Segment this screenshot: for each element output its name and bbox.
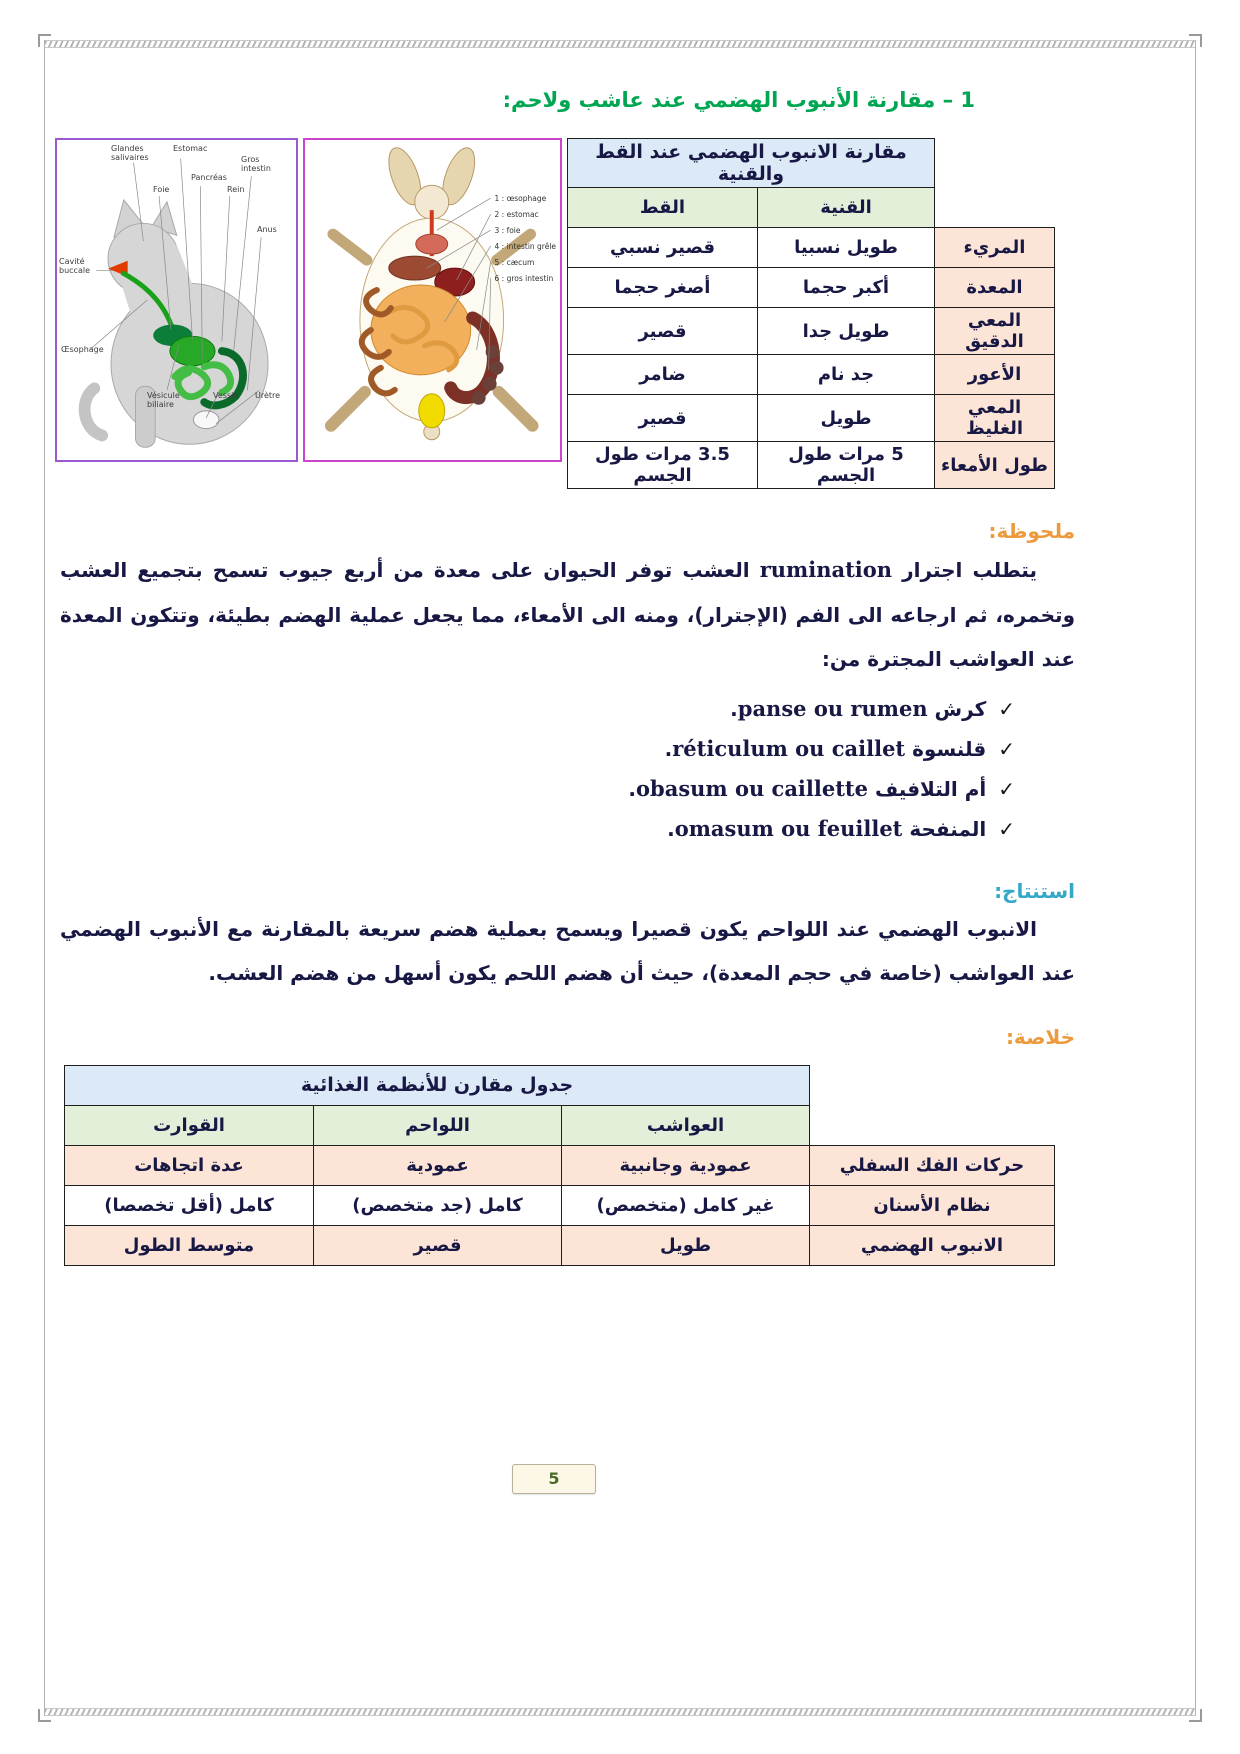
empty-cell xyxy=(935,139,1055,188)
row-label-cell: طول الأمعاء xyxy=(935,442,1055,489)
figures-and-table-row xyxy=(55,138,1055,489)
empty-cell xyxy=(810,1105,1055,1145)
page-number xyxy=(512,1464,596,1494)
item-arabic: كرش xyxy=(927,697,987,722)
table-row xyxy=(65,1225,1055,1265)
cat-label: Glandes salivaires xyxy=(111,144,149,162)
table-cell: كامل (أقل تخصصا) xyxy=(65,1185,314,1225)
rabbit-illustration xyxy=(305,140,560,460)
cat-label: Estomac xyxy=(173,144,208,153)
cat-label: Cavité buccale xyxy=(59,257,90,275)
note-label: ملحوظة: xyxy=(988,519,1075,543)
table-cell: قصير xyxy=(314,1225,562,1265)
list-item xyxy=(0,809,1015,849)
column-header-cat: القط xyxy=(568,188,758,228)
item-arabic: أم التلافيف xyxy=(868,776,987,801)
note-paragraph xyxy=(60,547,1075,681)
row-label-cell: المعي الدقيق xyxy=(935,308,1055,355)
table-cell: قصير xyxy=(568,395,758,442)
table-cell: ضامر xyxy=(568,355,758,395)
table-cell: جد نام xyxy=(758,355,935,395)
section-heading: 1 – مقارنة الأنبوب الهضمي عند عاشب ولاحم: xyxy=(502,88,975,112)
item-period: . xyxy=(730,697,738,722)
cat-label: Gros intestin xyxy=(241,155,271,173)
cat-label: Vessie xyxy=(213,391,239,400)
empty-cell xyxy=(935,188,1055,228)
table-row xyxy=(568,188,1055,228)
table-row xyxy=(65,1105,1055,1145)
table-cell: 5 مرات طول الجسم xyxy=(758,442,935,489)
table-cell: عمودية وجانبية xyxy=(562,1145,810,1185)
stomach-parts-list xyxy=(0,689,1015,849)
row-label-cell: حركات الفك السفلي xyxy=(810,1145,1055,1185)
column-header-carnivores: اللواحم xyxy=(314,1105,562,1145)
table-cell: متوسط الطول xyxy=(65,1225,314,1265)
cat-rabbit-comparison-table xyxy=(567,138,1055,489)
column-header-herbivores: العواشب xyxy=(562,1105,810,1145)
note-text-end: العشب توفر الحيوان على معدة من أربع جيوب تسمح بتجميع العشب وتخمره، ثم ارجاعه الى الفم (الإجترار)، ومنه الى الأمعاء، مما يجعل عملية الهضم بطيئة، وتتكون المعدة عند العواشب المجترة من: xyxy=(60,558,1075,672)
checkmark-icon: ✓ xyxy=(998,816,1015,841)
rabbit-anatomy-figure xyxy=(303,138,562,462)
diet-systems-comparison-table xyxy=(64,1065,1055,1266)
item-period: . xyxy=(667,816,675,841)
table-cell: طويل xyxy=(562,1225,810,1265)
item-arabic: المنفحة xyxy=(902,816,987,841)
cat-label: Œsophage xyxy=(61,345,104,354)
list-item xyxy=(0,769,1015,809)
table-row xyxy=(568,308,1055,355)
table-row xyxy=(568,395,1055,442)
cat-label: Vésicule biliaire xyxy=(147,391,180,409)
rabbit-legend-item: 5 : cæcum xyxy=(494,258,535,267)
cat-label: Pancréas xyxy=(191,173,227,182)
table-cell: أكبر حجما xyxy=(758,268,935,308)
conclusion-paragraph: الانبوب الهضمي عند اللواحم يكون قصيرا ويسمح بعملية هضم سريعة بالمقارنة مع الأنبوب الهضمي عند العواشب (خاصة في حجم المعدة)، حيث أن هضم اللحم يكون أسهل من هضم العشب. xyxy=(60,916,1075,985)
checkmark-icon: ✓ xyxy=(998,776,1015,801)
cat-label: Rein xyxy=(227,185,245,194)
item-arabic: قلنسوة xyxy=(905,737,987,762)
table-cell: قصير نسبي xyxy=(568,228,758,268)
empty-cell xyxy=(810,1065,1055,1105)
row-label-cell: المعي الغليظ xyxy=(935,395,1055,442)
item-period: . xyxy=(628,776,637,801)
page-number-value: 5 xyxy=(548,1469,560,1488)
item-latin: obasum ou caillette xyxy=(636,775,868,801)
table-row xyxy=(65,1065,1055,1105)
cat-illustration xyxy=(57,140,296,460)
item-latin: réticulum ou caillet xyxy=(672,736,906,762)
rabbit-legend-item: 2 : estomac xyxy=(494,210,539,219)
list-item xyxy=(0,729,1015,769)
cat-anatomy-figure xyxy=(55,138,298,462)
cat-label: Foie xyxy=(153,185,170,194)
table-cell: غير كامل (متخصص) xyxy=(562,1185,810,1225)
table2-title: جدول مقارن للأنظمة الغذائية xyxy=(65,1065,810,1105)
column-header-omnivores: القوارت xyxy=(65,1105,314,1145)
table-cell: كامل (جد متخصص) xyxy=(314,1185,562,1225)
cat-label: Urètre xyxy=(255,391,281,400)
rabbit-legend-item: 4 : intestin grêle xyxy=(494,242,557,251)
table-cell: عمودية xyxy=(314,1145,562,1185)
conclusion-label: استنتاج: xyxy=(994,878,1075,903)
row-label-cell: نظام الأسنان xyxy=(810,1185,1055,1225)
item-latin: omasum ou feuillet xyxy=(674,815,903,841)
latin-term-rumination: rumination xyxy=(759,557,893,582)
item-period: . xyxy=(664,737,673,762)
summary-label: خلاصة: xyxy=(1005,1024,1075,1049)
row-label-cell: الأعور xyxy=(935,355,1055,395)
table1-title: مقارنة الانبوب الهضمي عند القط والقنية xyxy=(568,139,935,188)
note-text-start: يتطلب اجترار xyxy=(892,558,1037,582)
table-cell: عدة اتجاهات xyxy=(65,1145,314,1185)
table-cell: طويل نسبيا xyxy=(758,228,935,268)
table-row xyxy=(568,355,1055,395)
checkmark-icon: ✓ xyxy=(998,737,1015,762)
table-row xyxy=(568,139,1055,188)
column-header-rabbit: القنية xyxy=(758,188,935,228)
row-label-cell: الانبوب الهضمي xyxy=(810,1225,1055,1265)
table-row xyxy=(568,442,1055,489)
table-row xyxy=(65,1185,1055,1225)
rabbit-legend-item: 3 : foie xyxy=(494,226,521,235)
table-cell: طويل جدا xyxy=(758,308,935,355)
rabbit-legend-item: 1 : œsophage xyxy=(494,194,547,203)
table-cell: أصغر حجما xyxy=(568,268,758,308)
table-row xyxy=(65,1145,1055,1185)
table-row xyxy=(568,268,1055,308)
table-cell: قصير xyxy=(568,308,758,355)
rabbit-legend-item: 6 : gros intestin xyxy=(494,274,554,283)
list-item xyxy=(0,689,1015,729)
row-label-cell: المريء xyxy=(935,228,1055,268)
table-row xyxy=(568,228,1055,268)
table-cell: طويل xyxy=(758,395,935,442)
row-label-cell: المعدة xyxy=(935,268,1055,308)
cat-label: Anus xyxy=(257,225,277,234)
table-cell: 3.5 مرات طول الجسم xyxy=(568,442,758,489)
item-latin: panse ou rumen xyxy=(737,696,928,722)
checkmark-icon: ✓ xyxy=(998,697,1015,722)
